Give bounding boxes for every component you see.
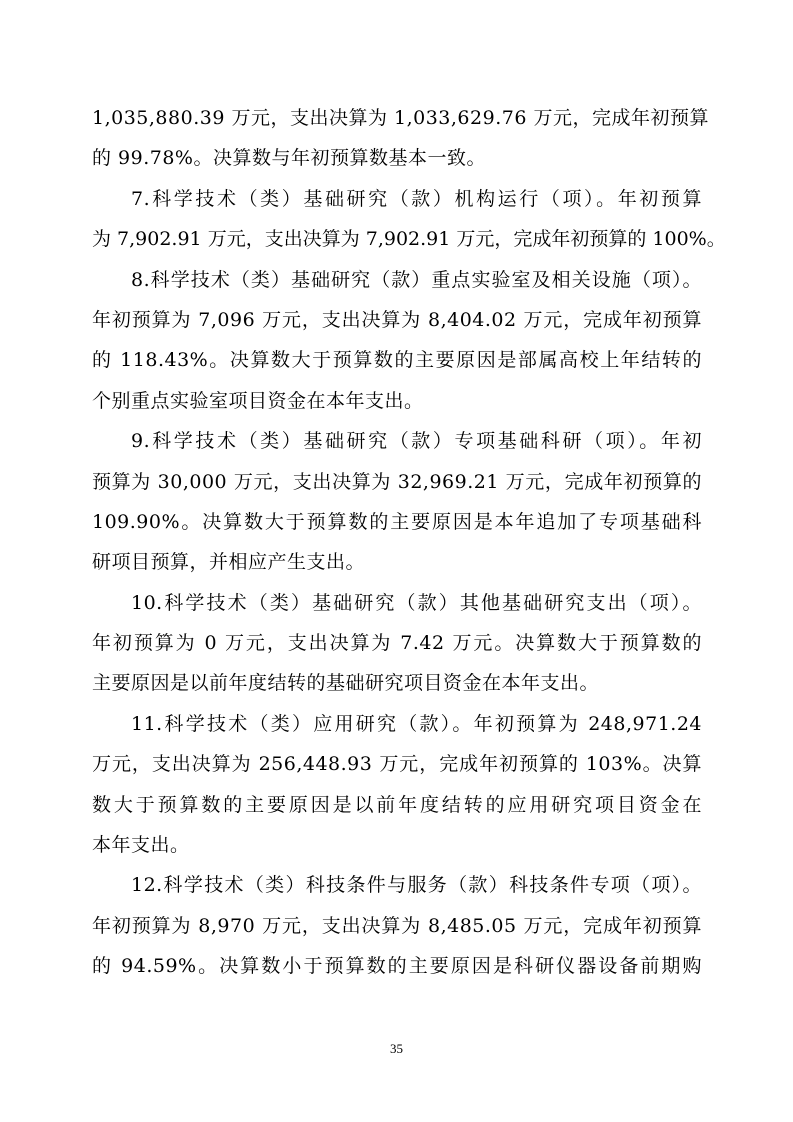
text-line: 的 94.59%。决算数小于预算数的主要原因是科研仪器设备前期购 (92, 955, 702, 978)
text-line: 个别重点实验室项目资金在本年支出。 (92, 389, 424, 412)
text-line: 研项目预算，并相应产生支出。 (92, 551, 366, 574)
document-body (92, 98, 726, 987)
text-line: 为 7,902.91 万元，支出决算为 7,902.91 万元，完成年初预算的 100%。 (92, 228, 726, 251)
text-line: 预算为 30,000 万元，支出决算为 32,969.21 万元，完成年初预算的 (92, 470, 702, 493)
text-line: 的 118.43%。决算数大于预算数的主要原因是部属高校上年结转的 (92, 349, 702, 372)
text-line: 的 99.78%。决算数与年初预算数基本一致。 (92, 147, 486, 170)
text-line: 109.90%。决算数大于预算数的主要原因是本年追加了专项基础科 (92, 510, 702, 533)
text-line: 年初预算为 8,970 万元，支出决算为 8,485.05 万元，完成年初预算 (92, 914, 702, 937)
text-line: 本年支出。 (92, 834, 190, 857)
text-line: 11.科学技术（类）应用研究（款）。年初预算为 248,971.24 (131, 712, 702, 735)
text-line: 7.科学技术（类）基础研究（款）机构运行（项）。年初预算 (131, 187, 702, 210)
text-line: 1,035,880.39 万元，支出决算为 1,033,629.76 万元，完成年初预算 (92, 107, 709, 129)
text-line: 10.科学技术（类）基础研究（款）其他基础研究支出（项）。 (131, 591, 702, 614)
text-line: 数大于预算数的主要原因是以前年度结转的应用研究项目资金在 (92, 793, 702, 816)
text-line: 12.科学技术（类）科技条件与服务（款）科技条件专项（项）。 (131, 874, 702, 897)
text-line: 万元，支出决算为 256,448.93 万元，完成年初预算的 103%。决算 (92, 753, 702, 776)
text-line: 主要原因是以前年度结转的基础研究项目资金在本年支出。 (92, 672, 600, 695)
text-line: 年初预算为 0 万元，支出决算为 7.42 万元。决算数大于预算数的 (92, 632, 702, 655)
text-line: 年初预算为 7,096 万元，支出决算为 8,404.02 万元，完成年初预算 (92, 308, 702, 331)
text-line: 8.科学技术（类）基础研究（款）重点实验室及相关设施（项）。 (131, 268, 702, 291)
text-line: 9.科学技术（类）基础研究（款）专项基础科研（项）。年初 (131, 430, 702, 453)
page-number: 35 (390, 1041, 403, 1056)
